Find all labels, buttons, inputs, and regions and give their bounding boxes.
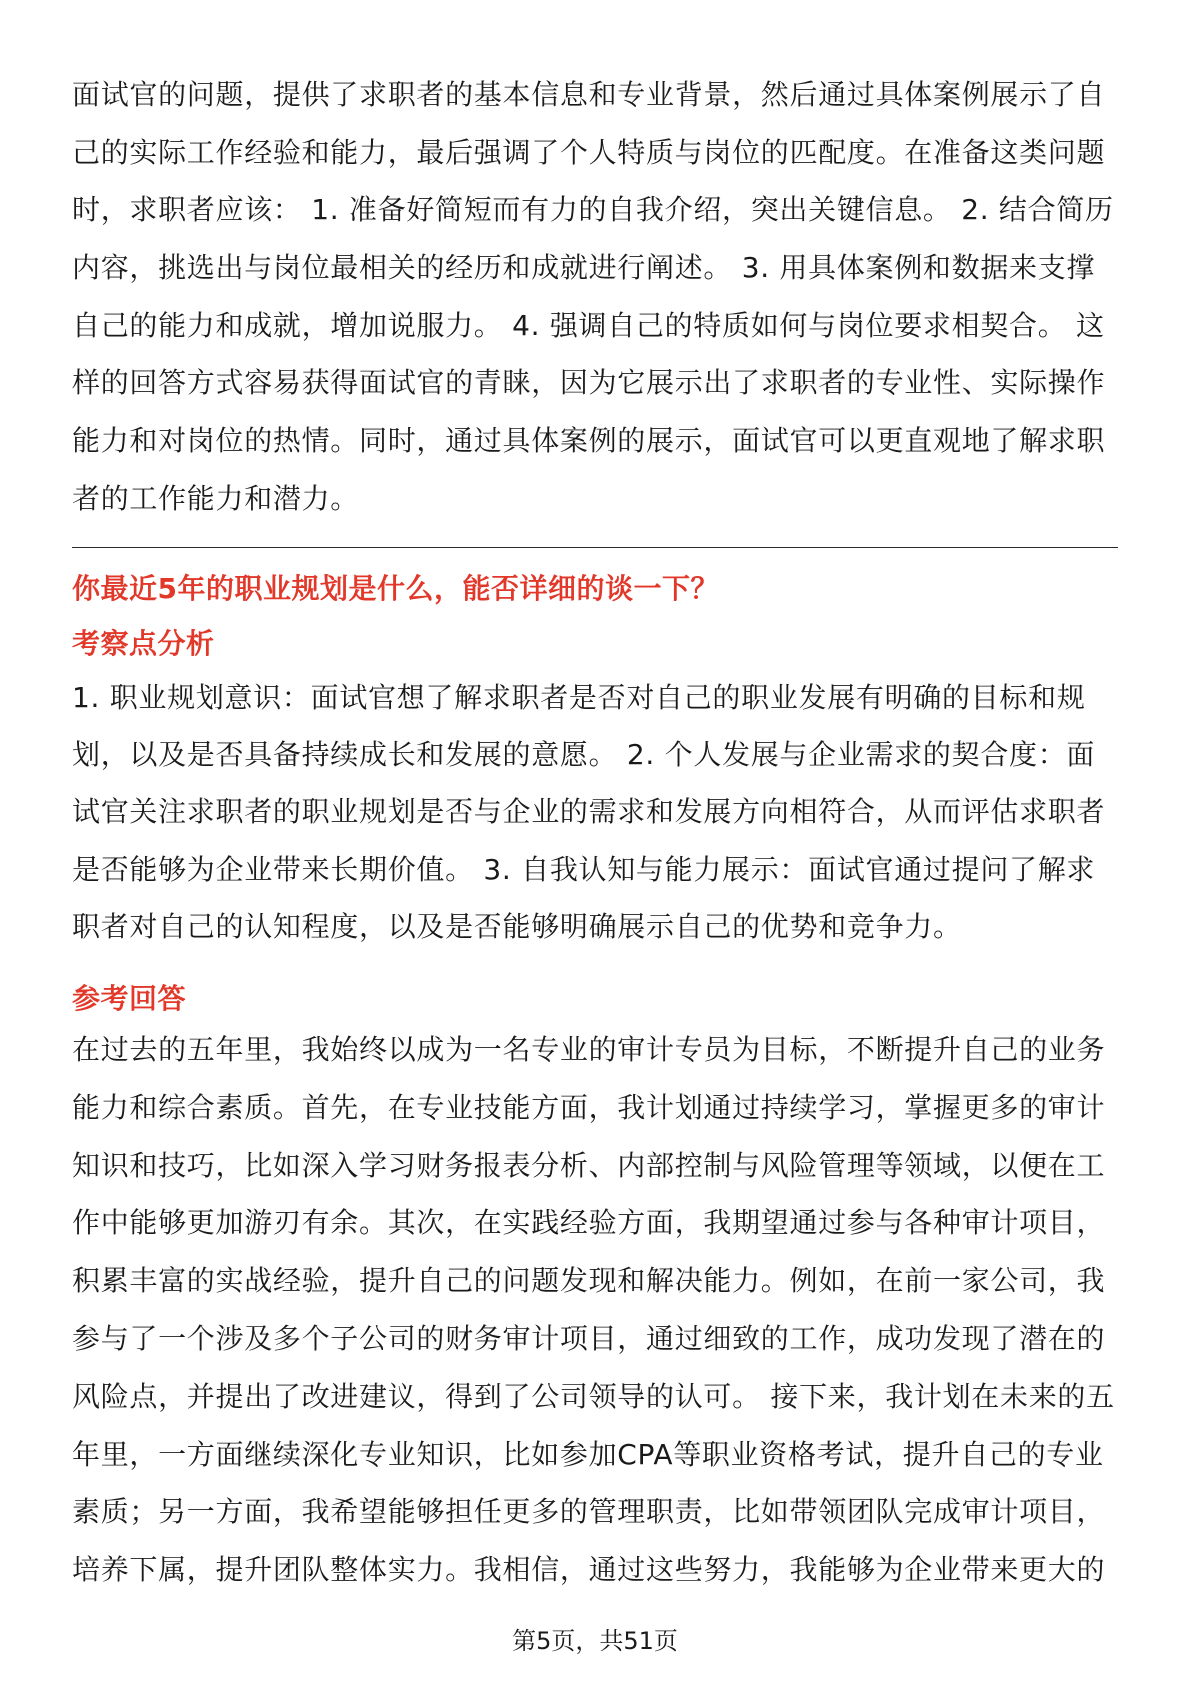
answer-line: 知识和技巧，比如深入学习财务报表分析、内部控制与风险管理等领域，以便在工 [72,1148,1106,1182]
answer-line: 培养下属，提升团队整体实力。我相信，通过这些努力，我能够为企业带来更大的 [72,1553,1106,1587]
analysis-line: 试官关注求职者的职业规划是否与企业的需求和发展方向相符合，从而评估求职者 [72,795,1106,829]
answer-line: 风险点，并提出了改进建议，得到了公司领导的认可。 接下来，我计划在未来的五 [72,1379,1115,1413]
intro-line: 内容，挑选出与岗位最相关的经历和成就进行阐述。 3. 用具体案例和数据来支撑 [72,251,1096,285]
page-footer: 第5页，共51页 [512,1627,678,1655]
answer-line: 年里，一方面继续深化专业知识，比如参加CPA等职业资格考试，提升自己的专业 [72,1437,1104,1471]
answer-heading: 参考回答 [72,982,187,1015]
intro-line: 时，求职者应该： 1. 准备好简短而有力的自我介绍，突出关键信息。 2. 结合简历 [72,193,1114,227]
analysis-line: 职者对自己的认知程度，以及是否能够明确展示自己的优势和竞争力。 [72,909,962,943]
analysis-heading: 考察点分析 [72,627,215,660]
answer-line: 积累丰富的实战经验，提升自己的问题发现和解决能力。例如，在前一家公司，我 [72,1264,1106,1298]
intro-paragraph [72,66,1132,528]
section-divider [72,547,1118,548]
intro-line: 者的工作能力和潜力。 [72,481,360,515]
analysis-line: 1. 职业规划意识：面试官想了解求职者是否对自己的职业发展有明确的目标和规 [72,681,1086,714]
intro-line: 面试官的问题，提供了求职者的基本信息和专业背景，然后通过具体案例展示了自 [72,78,1106,111]
answer-paragraph [72,1021,1132,1599]
intro-line: 能力和对岗位的热情。同时，通过具体案例的展示，面试官可以更直观地了解求职 [72,424,1106,458]
intro-line: 样的回答方式容易获得面试官的青睐，因为它展示出了求职者的专业性、实际操作 [72,366,1106,400]
question-title: 你最近5年的职业规划是什么，能否详细的谈一下？ [72,572,719,605]
analysis-line: 划，以及是否具备持续成长和发展的意愿。 2. 个人发展与企业需求的契合度：面 [72,738,1096,772]
intro-line: 自己的能力和成就，增加说服力。 4. 强调自己的特质如何与岗位要求相契合。 这 [72,308,1105,342]
answer-line: 能力和综合素质。首先，在专业技能方面，我计划通过持续学习，掌握更多的审计 [72,1090,1106,1124]
analysis-paragraph [72,669,1132,955]
answer-line: 作中能够更加游刃有余。其次，在实践经验方面，我期望通过参与各种审计项目， [72,1206,1106,1240]
intro-line: 己的实际工作经验和能力，最后强调了个人特质与岗位的匹配度。在准备这类问题 [72,135,1106,169]
answer-line: 参与了一个涉及多个子公司的财务审计项目，通过细致的工作，成功发现了潜在的 [72,1321,1106,1355]
answer-line: 素质；另一方面，我希望能够担任更多的管理职责，比如带领团队完成审计项目， [72,1495,1106,1529]
analysis-line: 是否能够为企业带来长期价值。 3. 自我认知与能力展示：面试官通过提问了解求 [72,852,1096,886]
answer-line: 在过去的五年里，我始终以成为一名专业的审计专员为目标，不断提升自己的业务 [72,1033,1106,1066]
